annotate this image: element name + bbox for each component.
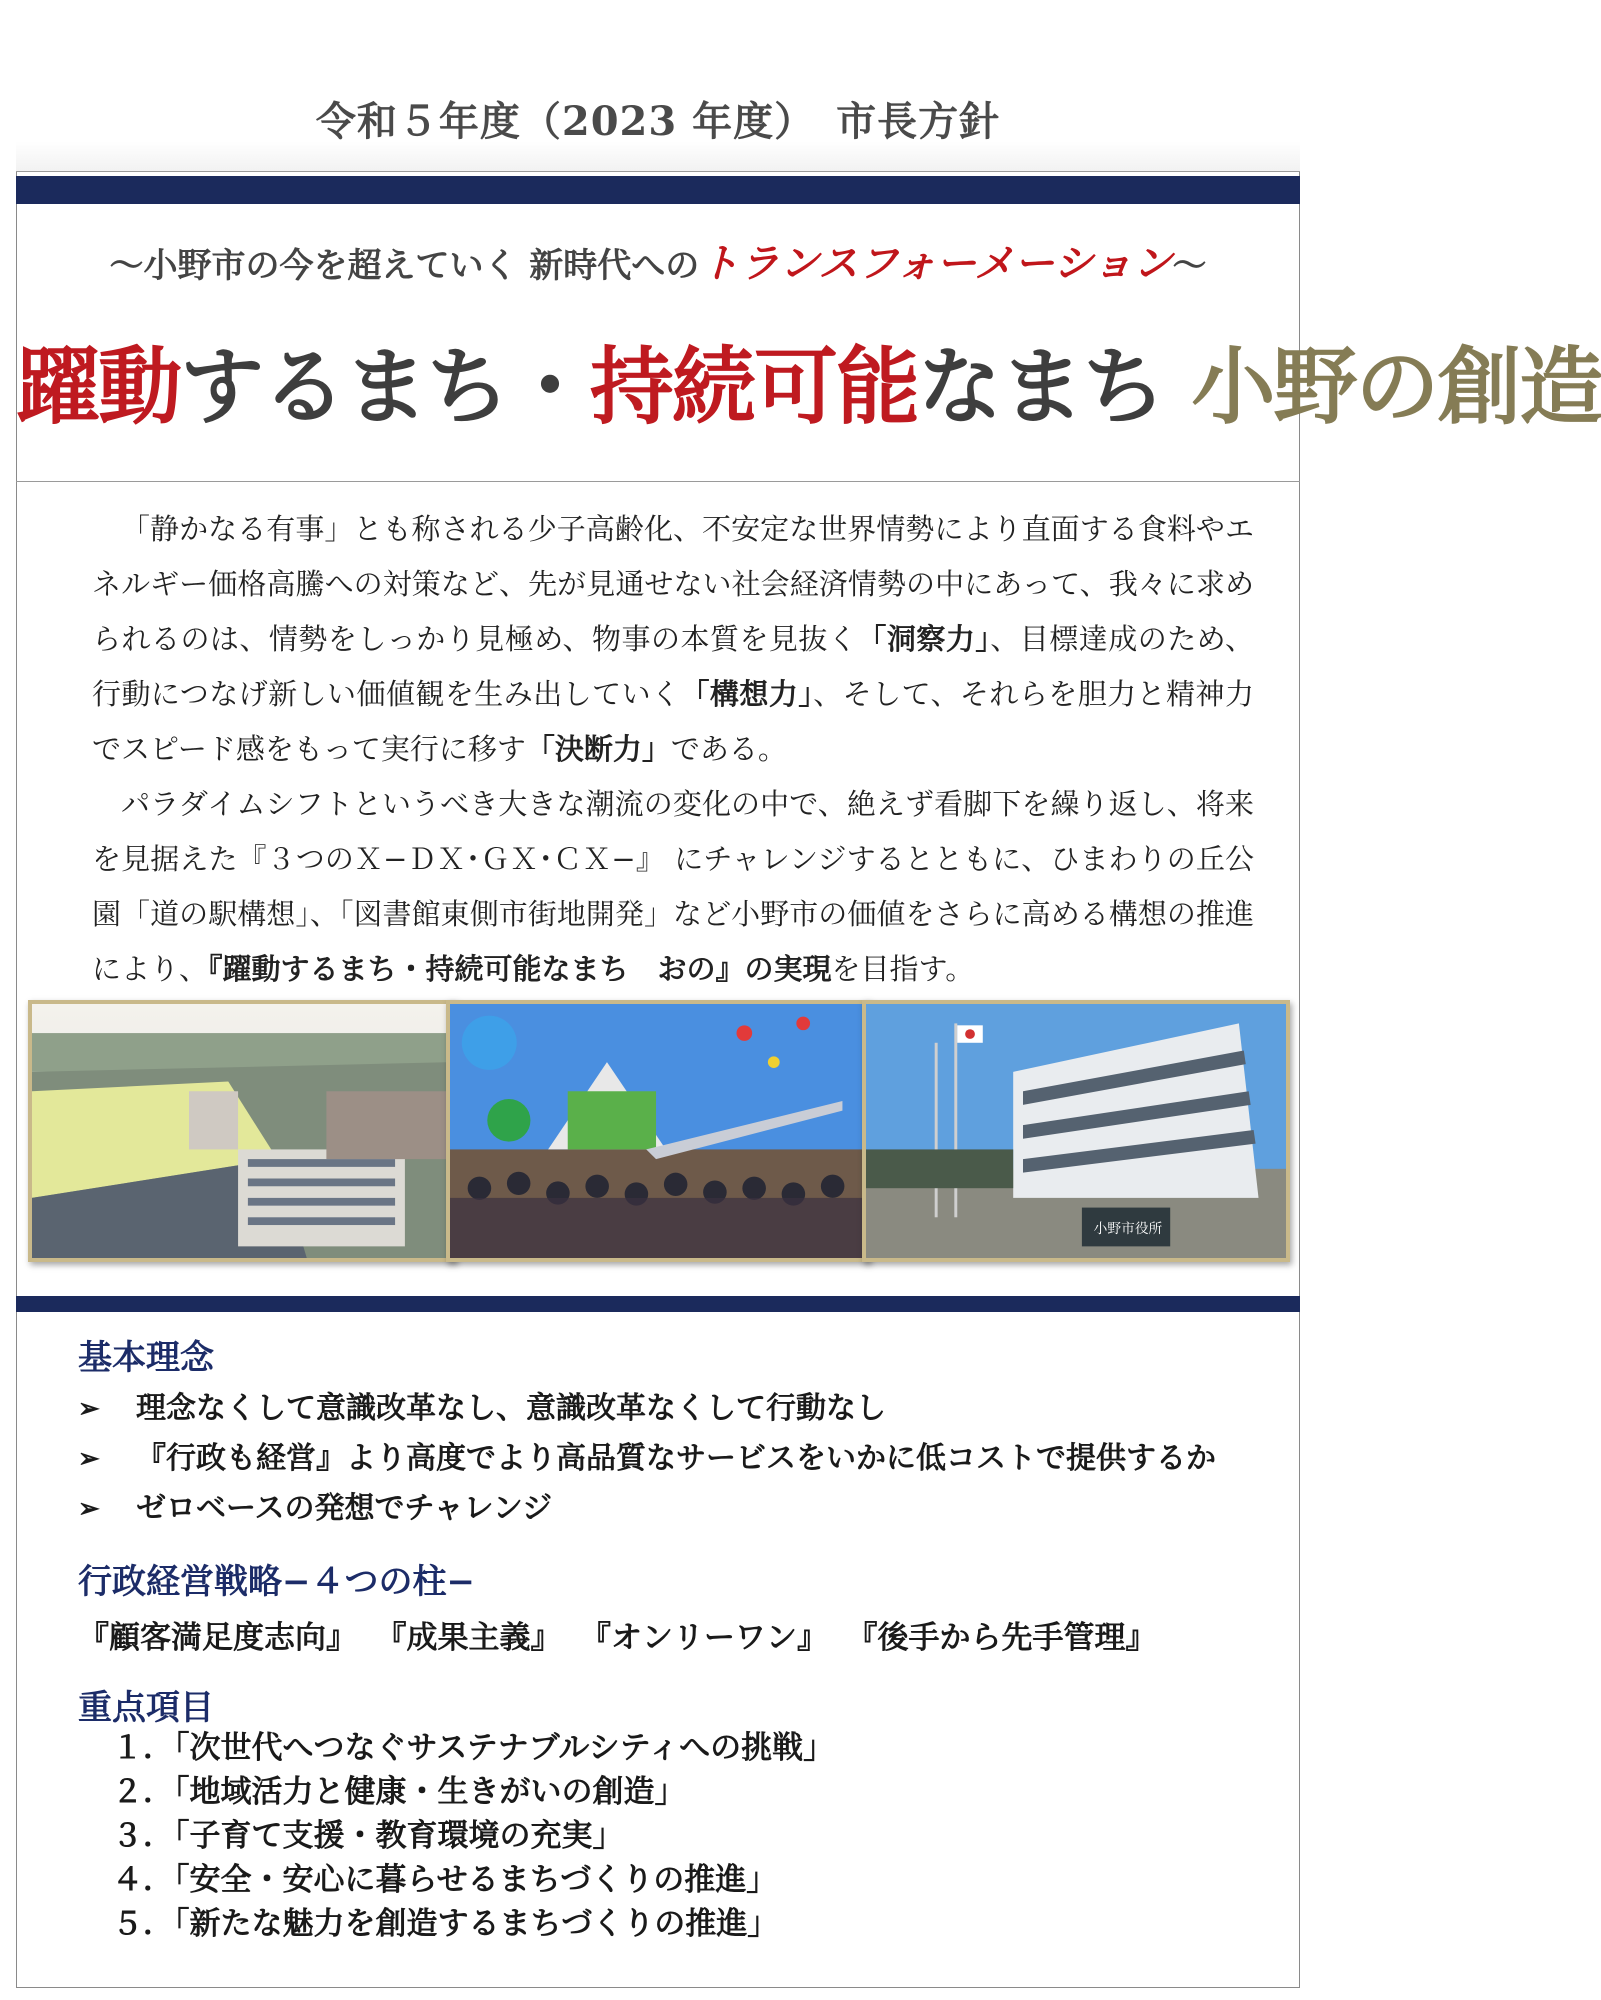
- list-item: １．「次世代へつなぐサステナブルシティへの挑戦」: [112, 1730, 835, 1766]
- city-hall-image: [866, 1004, 1286, 1258]
- page-title: 令和５年度（2023 年度） 市長方針: [315, 98, 1001, 145]
- slogan-part-6: 創造: [1437, 337, 1601, 436]
- keyword-vision: 「構想力」: [680, 677, 814, 711]
- priorities-list: [112, 1726, 834, 1946]
- slogan-subtitle: [16, 232, 1300, 289]
- subtitle-highlight: トランスフォーメーション: [699, 240, 1173, 287]
- intro-p2-emphasis: 『躍動するまち・持続可能なまち おの』の実現: [208, 952, 832, 986]
- keyword-insight: 「洞察力」: [857, 622, 991, 656]
- intro-p1-text-a: 「静かなる有事」とも称される少子高齢化、不安定な世界情勢により直面する食料やエネルギー価格高騰への対策など、先が見通せない社会経済情勢の中にあって、我々に求められるのは、情勢をしっかり見極め、物事の本質を見抜く: [92, 512, 1254, 656]
- photo-park-balloons: [446, 1000, 870, 1262]
- slogan-part-4: なまち: [918, 337, 1165, 436]
- photo-city-aerial: [28, 1000, 456, 1262]
- list-item-text: ゼロベースの発想でチャレンジ: [136, 1491, 553, 1526]
- strategy-pillars: [78, 1612, 1191, 1657]
- intro-p1-text-c: 、目標達成のため、行動につなげ新しい価値観を生み出していく: [92, 622, 1254, 711]
- photo-strip: [28, 1000, 1290, 1268]
- list-item: ５．「新たな魅力を創造するまちづくりの推進」: [112, 1906, 779, 1942]
- pillar-proactive: 『後手から先手管理』: [862, 1620, 1157, 1656]
- intro-paragraph-2: [92, 777, 1254, 997]
- list-item: ２．「地域活力と健康・生きがいの創造」: [112, 1774, 686, 1810]
- intro-paragraph-1: [92, 502, 1254, 777]
- photo-city-hall: [862, 1000, 1290, 1262]
- intro-text: [92, 502, 1254, 997]
- slogan-part-3: 持続可能: [590, 337, 919, 436]
- park-balloons-image: [450, 1004, 866, 1258]
- slogan-part-2: するまち・: [180, 337, 591, 436]
- list-item-text: 理念なくして意識改革なし、意識改革なくして行動なし: [136, 1391, 886, 1426]
- main-slogan: [16, 320, 1601, 441]
- pillar-only-one: 『オンリーワン』: [595, 1620, 828, 1656]
- pillar-customer-satisfaction: 『顧客満足度志向』: [78, 1620, 357, 1656]
- intro-p1-text-g: である。: [670, 732, 787, 766]
- slogan-part-1: 躍動: [16, 337, 181, 436]
- intro-p1-text-e: 、そして、それらを胆力と精神力でスピード感をもって実行に移す: [92, 677, 1254, 766]
- keyword-decision: 「決断力」: [525, 732, 671, 766]
- slogan-part-5: 小野の: [1191, 337, 1438, 436]
- intro-p2-text-a: パラダイムシフトというべき大きな潮流の変化の中で、絶えず看脚下を繰り返し、将来を見据えた『３つのＸ−ＤＸ･ＧＸ･ＣＸ−』 にチャレンジするとともに、ひまわりの丘公園「道の駅構想」、「図書館東側市街地開発」など小野市の価値をさらに高める構想の推進により、: [92, 787, 1254, 986]
- city-hall-sign: 小野市役所: [1093, 1220, 1163, 1237]
- navy-divider-bar-bottom: [16, 1296, 1300, 1312]
- subtitle-prefix: ～小野市の今を超えていく 新時代への: [109, 246, 700, 286]
- navy-divider-bar: [16, 176, 1300, 204]
- arrow-bullet-icon: ➢: [78, 1394, 100, 1424]
- strategy-heading: 行政経営戦略−４つの柱−: [78, 1562, 475, 1602]
- pillar-results: 『成果主義』: [391, 1620, 562, 1656]
- list-item-text: 『行政も経営』より高度でより高品質なサービスをいかに低コストで提供するか: [136, 1441, 1216, 1476]
- subtitle-suffix: ～: [1172, 246, 1207, 286]
- city-aerial-image: [32, 1004, 452, 1258]
- list-item: ３．「子育て支援・教育環境の充実」: [112, 1818, 624, 1854]
- arrow-bullet-icon: ➢: [78, 1444, 100, 1474]
- basic-philosophy-heading: 基本理念: [78, 1338, 214, 1378]
- arrow-bullet-icon: ➢: [78, 1494, 100, 1524]
- intro-p2-text-c: を目指す。: [831, 952, 975, 986]
- list-item: ４．「安全・安心に暮らせるまちづくりの推進」: [112, 1862, 778, 1898]
- priorities-heading: 重点項目: [78, 1688, 214, 1728]
